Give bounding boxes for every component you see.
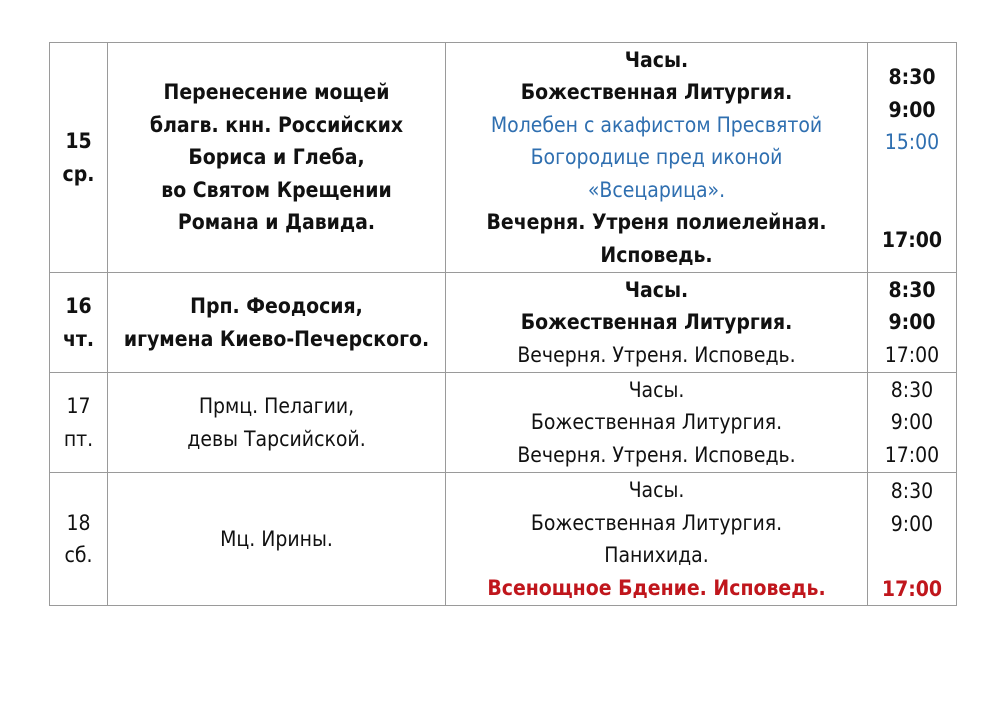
time-value: 17:00 [881, 227, 943, 252]
table-row [50, 473, 957, 606]
service-line: Божественная Литургия. [520, 80, 793, 105]
table-row [50, 273, 957, 373]
feast-line: Прп. Феодосия, [190, 294, 363, 318]
times-cell [868, 43, 957, 273]
service-line: Часы. [624, 47, 689, 72]
table-row [50, 373, 957, 473]
time-value: 8:30 [890, 377, 934, 402]
date-cell [50, 273, 108, 373]
feast-line: Мц. Ирины. [220, 526, 333, 551]
day-number: 16 [65, 294, 92, 318]
day-number: 18 [66, 510, 91, 535]
service-line: Часы. [628, 377, 685, 402]
time-value: 9:00 [890, 410, 934, 435]
date-cell [50, 43, 108, 273]
weekday: чт. [62, 326, 95, 351]
service-line: Исповедь. [600, 242, 713, 267]
service-line: Часы. [624, 277, 689, 302]
day-number: 15 [65, 129, 92, 153]
service-line: Божественная Литургия. [520, 310, 793, 335]
time-value: 17:00 [884, 342, 940, 367]
time-value: 8:30 [888, 65, 936, 89]
date-cell [50, 373, 108, 473]
services-cell [446, 273, 868, 373]
time-value: 8:30 [890, 479, 934, 503]
table-row [50, 43, 957, 273]
time-value: 9:00 [890, 511, 934, 536]
time-value-moleben: 15:00 [884, 130, 940, 154]
service-line-moleben: Молебен с акафистом Пресвятой [490, 112, 823, 137]
times-cell [868, 373, 957, 473]
feast-line: Бориса и Глеба, [188, 145, 365, 170]
weekday: ср. [62, 161, 95, 186]
feast-cell [108, 373, 446, 473]
schedule-table [49, 42, 957, 606]
times-cell [868, 273, 957, 373]
date-cell [50, 473, 108, 606]
service-line-moleben: Богородице пред иконой [530, 145, 783, 170]
weekday: пт. [63, 426, 94, 451]
feast-line: Прмц. Пелагии, [198, 394, 355, 418]
day-number: 17 [66, 394, 91, 418]
feast-line: во Святом Крещении [161, 177, 392, 202]
time-value: 9:00 [888, 97, 936, 122]
service-line-moleben: «Всецарица». [587, 177, 726, 202]
service-line: Божественная Литургия. [530, 410, 783, 435]
time-value-vigil: 17:00 [881, 576, 943, 601]
times-cell [868, 473, 957, 606]
feast-line: игумена Киево-Печерского. [123, 326, 430, 351]
time-spacer [868, 159, 956, 192]
time-spacer [868, 540, 956, 573]
feast-cell [108, 473, 446, 606]
feast-line: Романа и Давида. [177, 210, 376, 235]
service-line: Часы. [628, 478, 685, 502]
weekday: сб. [64, 543, 93, 567]
service-line-vigil: Всенощное Бдение. Исповедь. [487, 575, 826, 600]
feast-line: благв. кнн. Российских [149, 112, 404, 137]
feast-line: девы Тарсийской. [187, 426, 366, 451]
services-cell [446, 43, 868, 273]
service-line: Вечерня. Утреня полиелейная. [486, 210, 827, 235]
service-line: Панихида. [604, 543, 709, 567]
services-cell [446, 373, 868, 473]
time-value: 9:00 [888, 310, 936, 335]
service-line: Вечерня. Утреня. Исповедь. [517, 442, 796, 467]
feast-cell [108, 273, 446, 373]
service-line: Божественная Литургия. [530, 510, 783, 535]
services-cell [446, 473, 868, 606]
feast-cell [108, 43, 446, 273]
feast-line: Перенесение мощей [163, 80, 390, 105]
service-line: Вечерня. Утреня. Исповедь. [517, 342, 796, 367]
time-value: 17:00 [884, 442, 940, 467]
time-value: 8:30 [888, 277, 936, 302]
time-spacer [868, 191, 956, 224]
